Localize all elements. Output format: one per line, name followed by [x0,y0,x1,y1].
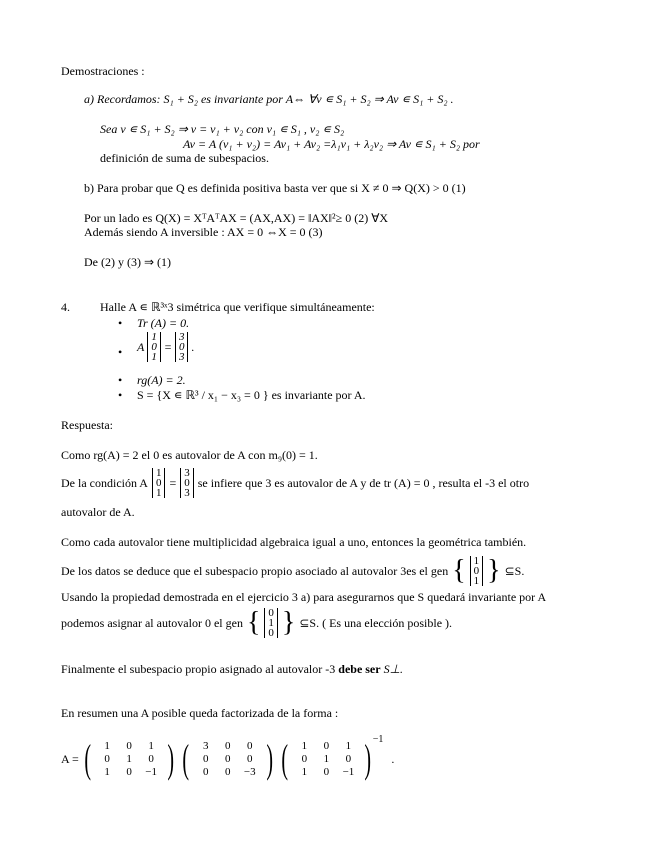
answer-p4-suffix: ⊆S. [504,564,525,578]
vector-101: 1 0 1 [152,468,166,498]
vector-010: 0 1 0 [264,608,278,638]
answer-p2-prefix: De la condición A [61,476,148,490]
vector-101: 1 0 1 [470,556,484,586]
bullet-eigen-equation: A 1 0 1 = 3 0 3 . [137,331,195,363]
answer-p5: Usando la propiedad demostrada en el ejercicio 3 a) para asegurarnos que S quedará invariante por A [61,590,547,604]
answer-p1: Como rg(A) = 2 el 0 es autovalor de A con m₉(0) = 1. [61,448,318,462]
matrix-d: 3 0 0 0 0 0 0 0 −3 [203,739,256,778]
answer-p2: De la condición A 1 0 1 = 3 0 3 se infiere que 3 es autovalor de A y de tr (A) = 0 , resulta el -3 el otro [61,467,530,499]
answer-p4: De los datos se deduce que el subespacio propio asociado al autovalor 3es el gen { 1 0 1 } ⊆S. [61,555,525,587]
answer-p2-suffix: se infiere que 3 es autovalor de A y de tr (A) = 0 , resulta el -3 el otro [197,476,530,490]
vector-303: 3 0 3 [175,332,189,362]
answer-p6-suffix: ⊆S. ( Es una elección posible ). [299,616,453,630]
part-b-line3: Además siendo A inversible : AX = 0 ⇔X = 0 (3) [84,225,323,239]
section-heading: Demostraciones : [61,64,145,78]
inverse-exponent: −1 [372,734,384,745]
bullet-dot-2: • [118,345,123,359]
bullet-subspace: S = {X ∊ ℝ³ / x₁ − x₃ = 0 } es invariante por A. [137,388,366,402]
answer-p6: podemos asignar al autovalor 0 el gen { 0 1 0 } ⊆S. ( Es una elección posible ). [61,607,453,639]
part-a-line2: Sea v ∊ S₁ + S₂ ⇒ v = v₁ + v₂ con v₁ ∊ S₁ , v₂ ∊ S₂ [100,122,345,136]
part-b-line2: Por un lado es Q(X) = XᵀAᵀAX = (AX,AX) = ‖AX‖²≥ 0 (2) ∀X [84,211,389,225]
factorization-end: . [391,752,395,766]
part-a-line3: Av = A (v₁ + v₂) = Av₁ + Av₂ =λ₁v₁ + λ₂v₂ ⇒ Av ∊ S₁ + S₂ por [183,137,480,151]
vector-101: 1 0 1 [147,332,161,362]
matrix-a-symbol: A [137,340,145,354]
exercise-number: 4. [61,300,70,314]
answer-title: Respuesta: [61,418,113,432]
answer-p3: Como cada autovalor tiene multiplicidad algebraica igual a uno, entonces la geométrica también. [61,535,527,549]
exercise-statement: Halle A ∊ ℝ³ˣ3 simétrica que verifique simultáneamente: [100,300,375,314]
answer-p7: Finalmente el subespacio propio asignado al autovalor -3 debe ser S⊥. [61,662,404,676]
factorization: A = ( 1 0 1 0 1 0 1 0 −1 ) ( 3 0 0 0 0 0 0 0 −3 ) ( 1 0 1 0 1 0 1 0 −1 ) −1 . [61,734,395,781]
bullet-rank: rg(A) = 2. [137,373,186,387]
answer-p8: En resumen una A posible queda factorizada de la forma : [61,706,339,720]
vector-303: 3 0 3 [180,468,194,498]
bullet-dot-4: • [118,388,123,402]
bullet-dot-1: • [118,316,123,330]
answer-p6-prefix: podemos asignar al autovalor 0 el gen [61,616,243,630]
matrix-p-inverse: 1 0 1 0 1 0 1 0 −1 [301,739,355,778]
matrix-p: 1 0 1 0 1 0 1 0 −1 [104,739,157,778]
part-b-line1: b) Para probar que Q es definida positiva basta ver que si X ≠ 0 ⇒ Q(X) > 0 (1) [84,181,466,195]
part-a-line4: definición de suma de subespacios. [100,151,269,165]
answer-p2-cont: autovalor de A. [61,505,135,519]
bullet-trace: Tr (A) = 0. [137,316,190,330]
bullet-dot-3: • [118,373,123,387]
part-b-line4: De (2) y (3) ⇒ (1) [84,255,172,269]
part-a-line1: a) Recordamos: S₁ + S₂ es invariante por A⇔ ∀v ∊ S₁ + S₂ ⇒ Av ∊ S₁ + S₂ . [84,92,454,106]
answer-p4-prefix: De los datos se deduce que el subespacio propio asociado al autovalor 3es el gen [61,564,449,578]
factorization-lhs: A = [61,752,79,766]
